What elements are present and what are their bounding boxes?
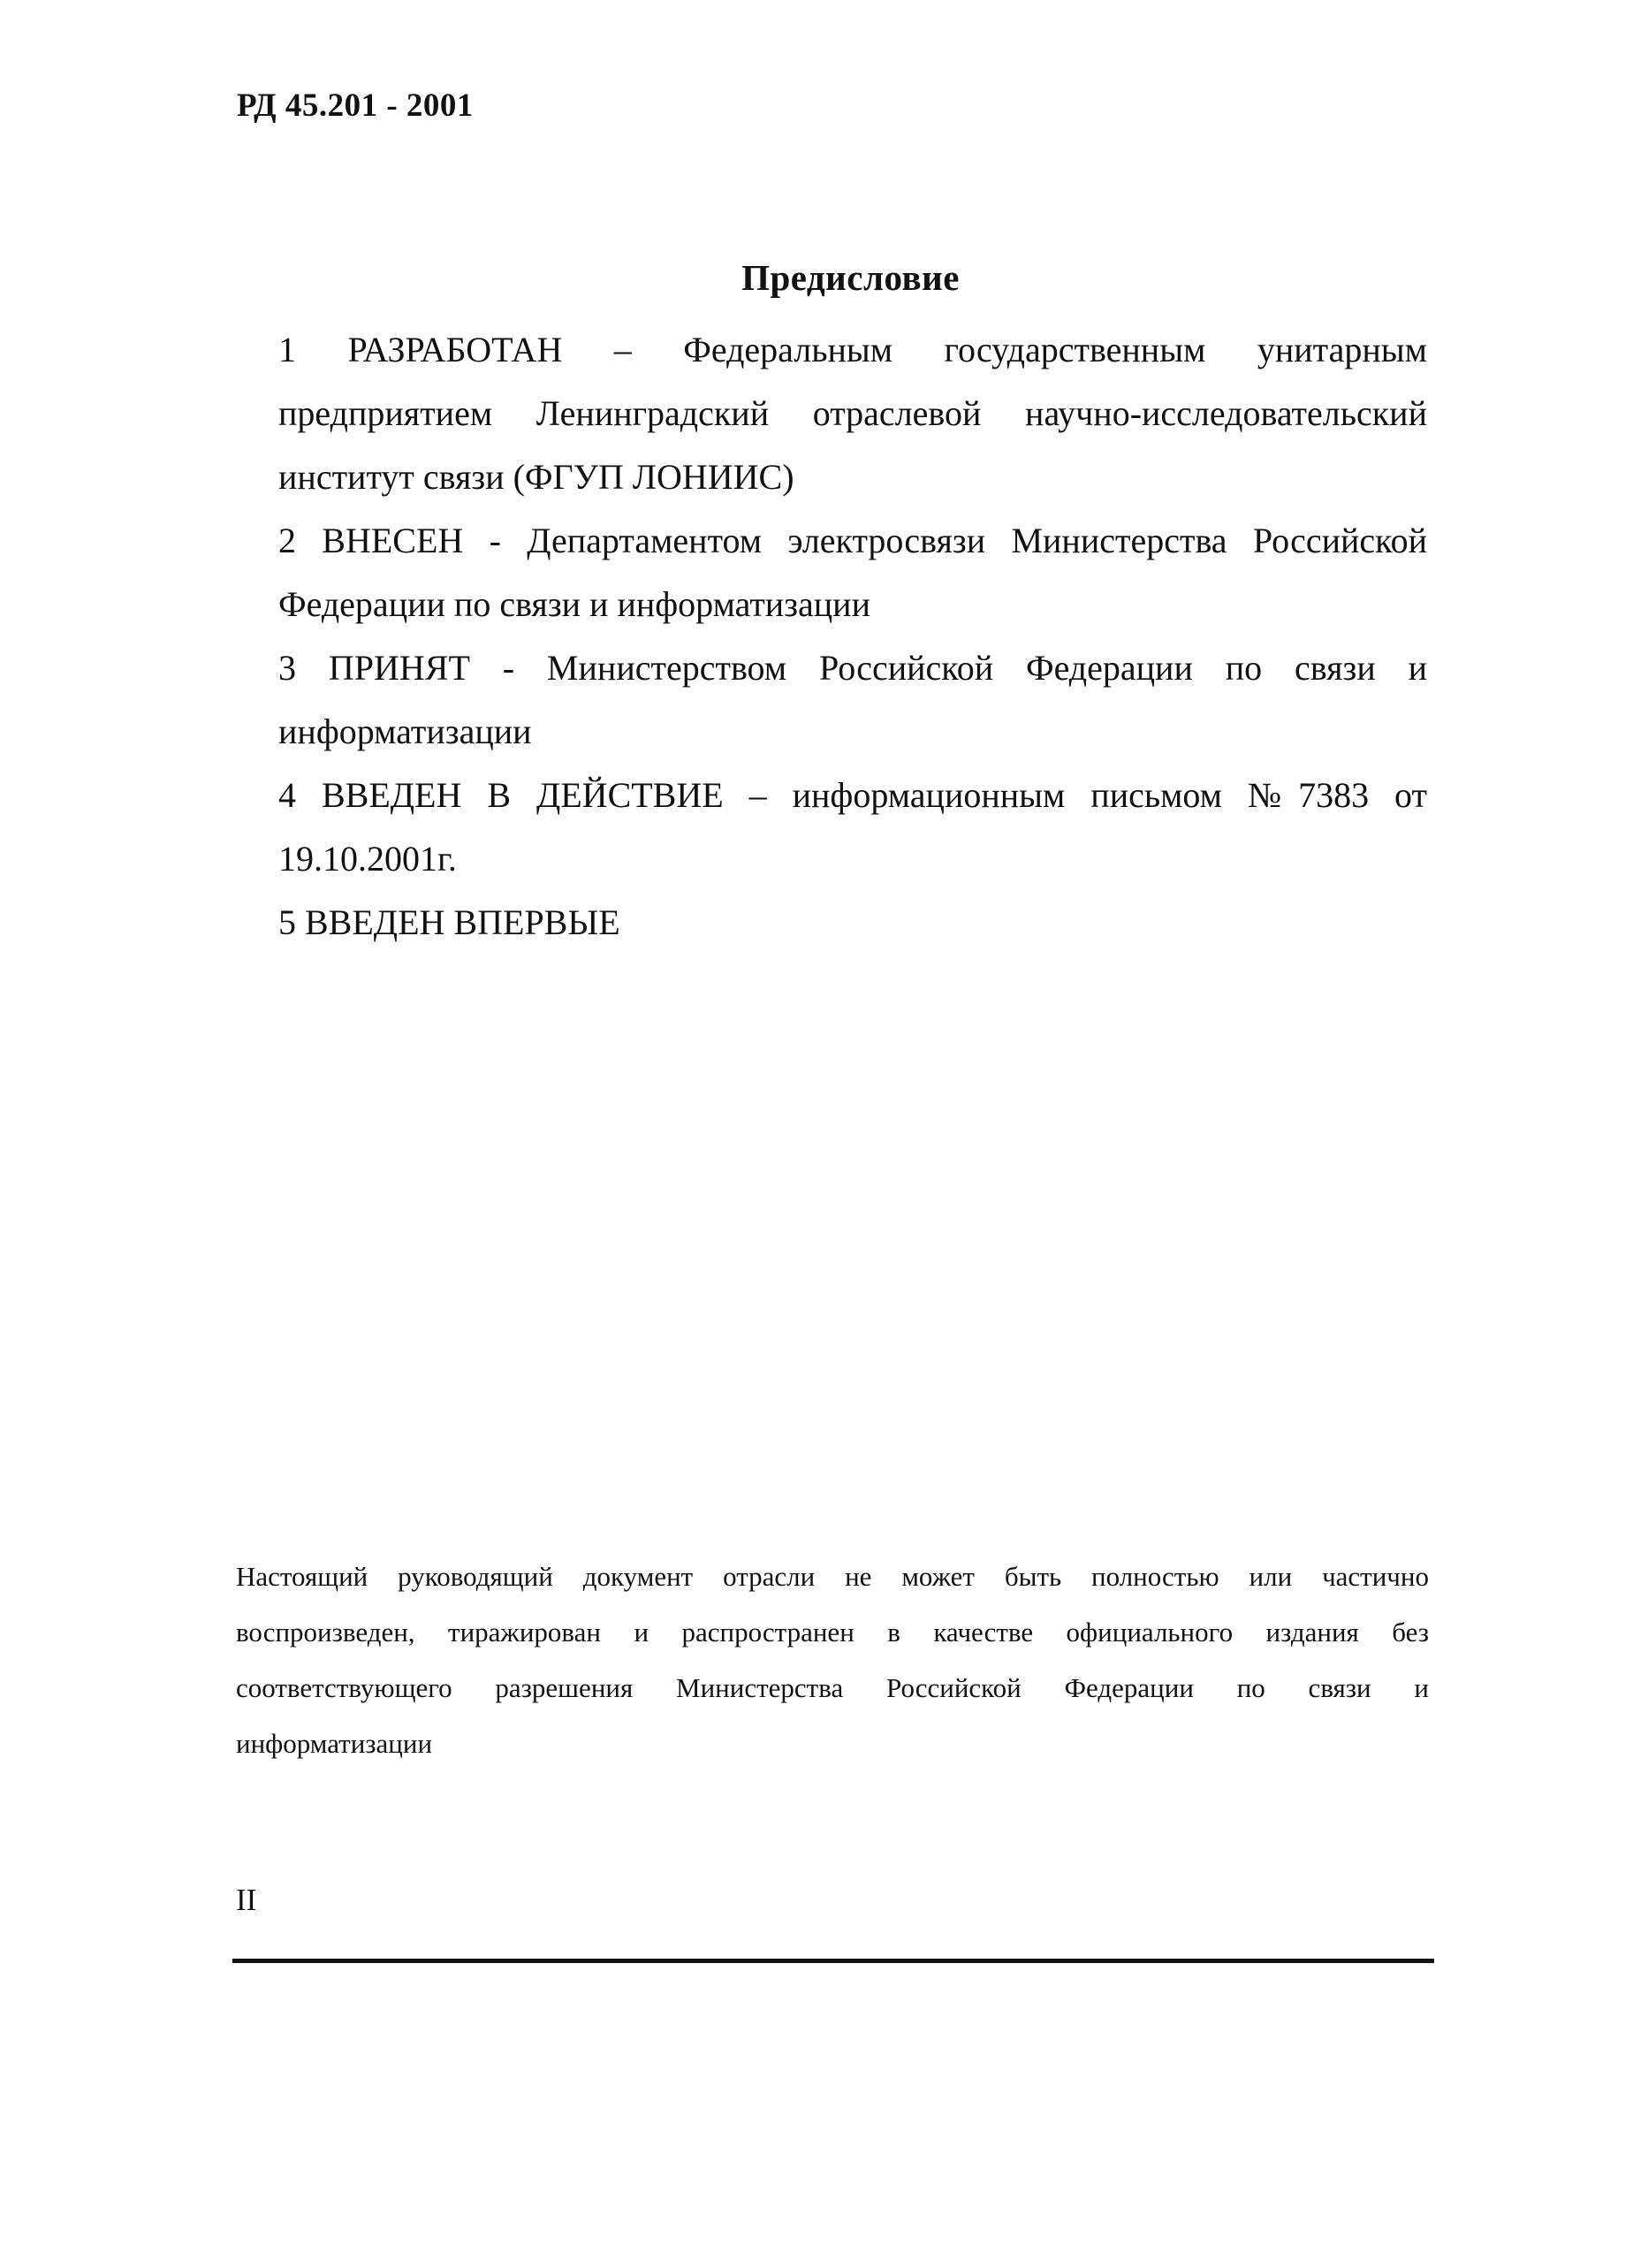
footer-divider <box>232 1959 1434 1963</box>
copyright-notice <box>236 1549 1429 1771</box>
page-title: Предисловие <box>741 257 960 298</box>
notice-line: воспроизведен, тиражирован и распространен в качестве официального издания без <box>236 1617 1429 1648</box>
notice-line: Настоящий руководящий документ отрасли не может быть полностью или частично <box>236 1561 1429 1592</box>
notice-line: информатизации <box>236 1728 433 1759</box>
page-number: II <box>236 1883 257 1917</box>
item-line: Федерации по связи и информатизации <box>278 584 870 624</box>
item-line: информатизации <box>278 712 532 751</box>
item-line: 4 ВВЕДЕН В ДЕЙСТВИЕ – информационным письмом №7383 от <box>278 775 1427 815</box>
document-code: РД 45.201 - 2001 <box>237 88 474 124</box>
item-line: 1 РАЗРАБОТАН – Федеральным государственным унитарным <box>278 330 1427 369</box>
notice-line: соответствующего разрешения Министерства Российской Федерации по связи и <box>236 1672 1429 1703</box>
foreword-item-5 <box>278 891 1427 955</box>
foreword-items <box>278 318 1427 955</box>
foreword-item-3 <box>278 636 1427 764</box>
item-line: 3 ПРИНЯТ - Министерством Российской Федерации по связи и <box>278 648 1427 688</box>
foreword-item-2 <box>278 509 1427 636</box>
item-line: 5 ВВЕДЕН ВПЕРВЫЕ <box>278 902 620 942</box>
item-line: предприятием Ленинградский отраслевой научно-исследовательский <box>278 393 1427 433</box>
item-line: 2 ВНЕСЕН - Департаментом электросвязи Министерства Российской <box>278 521 1427 560</box>
item-line: 19.10.2001г. <box>278 839 457 879</box>
item-line: институт связи (ФГУП ЛОНИИС) <box>278 457 794 497</box>
foreword-item-4 <box>278 764 1427 891</box>
foreword-item-1 <box>278 318 1427 509</box>
